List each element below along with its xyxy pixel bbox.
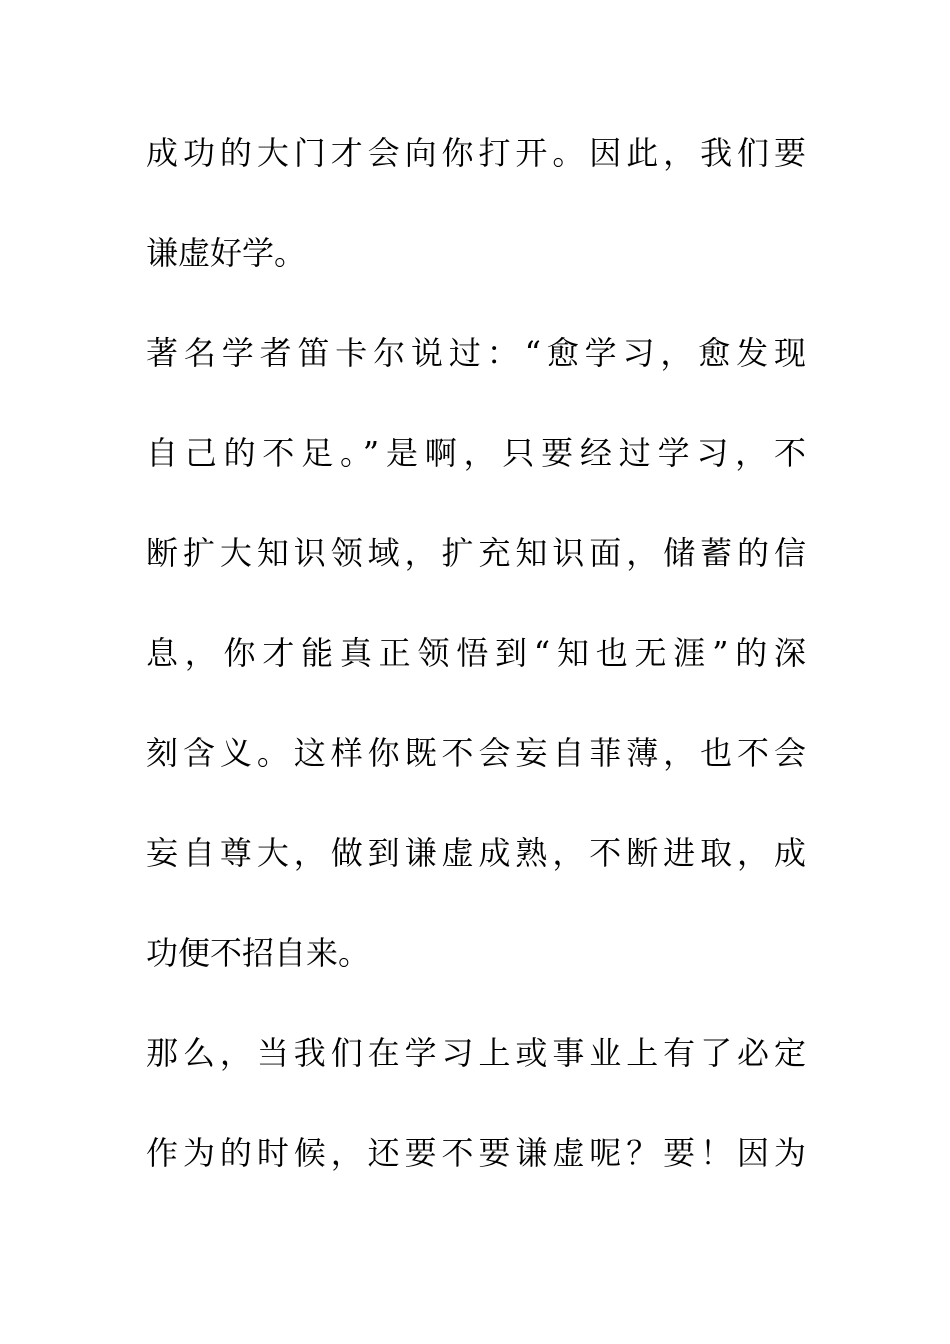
text-line: 断扩大知识领域，扩充知识面，储蓄的信 — [146, 534, 806, 572]
text-line: 谦虚好学。 — [146, 234, 307, 272]
text-line: 成功的大门才会向你打开。因此，我们要 — [146, 134, 806, 172]
text-line: 自己的不足。”是啊，只要经过学习，不 — [146, 434, 806, 472]
text-line: 妄自尊大，做到谦虚成熟，不断进取，成 — [146, 834, 806, 872]
text-line: 息，你才能真正领悟到“知也无涯”的深 — [146, 634, 806, 672]
text-line: 那么，当我们在学习上或事业上有了必定 — [146, 1034, 806, 1072]
text-line: 刻含义。这样你既不会妄自菲薄，也不会 — [146, 734, 806, 772]
text-line: 功便不招自来。 — [146, 934, 371, 972]
text-line: 著名学者笛卡尔说过：“愈学习，愈发现 — [146, 334, 806, 372]
text-line: 作为的时候，还要不要谦虚呢？要！因为 — [146, 1134, 806, 1172]
